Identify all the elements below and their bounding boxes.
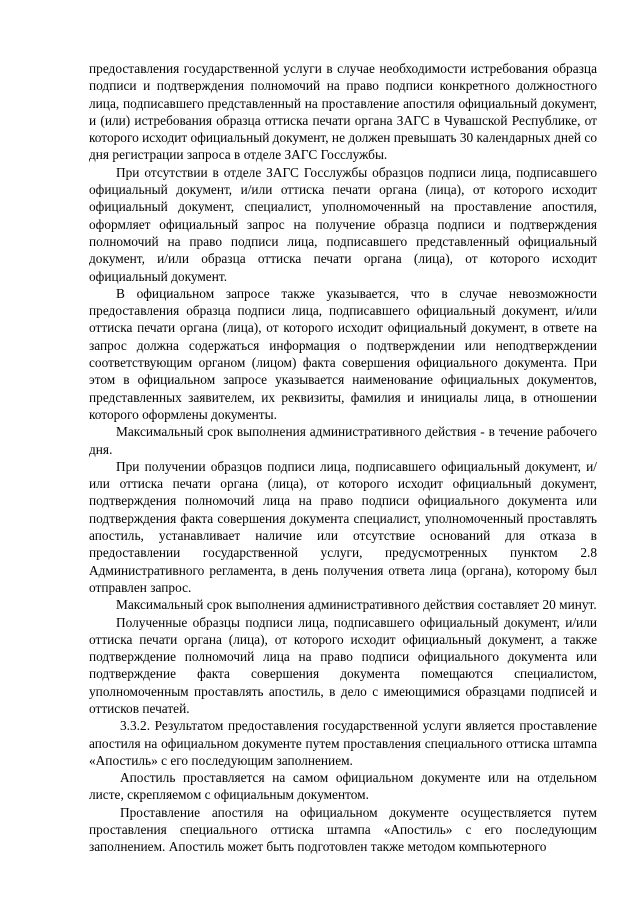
paragraph-2: При отсутствии в отделе ЗАГС Госслужбы образцов подписи лица, подписавшего официальный документ, и/или оттиска печати органа (лица), от которого исходит официальный документ, специалист, уполномоченный на проставление апостиля, оформляет официальный запрос на получение образца подписи и подтверждения полномочий на право подписи лица, подписавшего представленный официальный документ, и/или образца оттиска печати органа (лица), от которого исходит официальный документ. (89, 164, 597, 284)
paragraph-9: Апостиль проставляется на самом официальном документе или на отдельном листе, скрепляемом с официальным документом. (89, 770, 597, 803)
paragraph-7: Полученные образцы подписи лица, подписавшего официальный документ, и/или оттиска печати органа (лица), от которого исходит официальный документ, а также подтверждение полномочий лица на право подписи официального документа или подтверждение факта совершения документа помещаются специалистом, уполномоченным проставлять апостиль, в дело с имеющимися образцами подписей и оттисков печатей. (89, 614, 597, 716)
paragraph-8: 3.3.2. Результатом предоставления государственной услуги является проставление апостиля на официальном документе путем проставления специального оттиска штампа «Апостиль» с его последующим заполнением. (89, 718, 597, 768)
document-page (89, 60, 597, 856)
paragraph-10: Проставление апостиля на официальном документе осуществляется путем проставления специального оттиска штампа «Апостиль» с его последующим заполнением. Апостиль может быть подготовлен также методом компьютерного (89, 804, 597, 855)
paragraph-3: В официальном запросе также указывается, что в случае невозможности предоставления образца подписи лица, подписавшего официальный документ, и/или оттиска печати органа (лица), от которого исходит официальный документ, в ответе на запрос должна содержаться информация о подтверждении или неподтверждении соответствующим органом (лицом) факта совершения официального документа. При этом в официальном запросе указывается наименование официальных документов, представленных заявителем, их реквизиты, фамилия и инициалы лица, в отношении которого оформлены документы. (89, 285, 597, 422)
paragraph-5: При получении образцов подписи лица, подписавшего официальный документ, и/или оттиска печати органа (лица), от которого исходит официальный документ, подтверждения полномочий лица на право подписи официального документа или подтверждения факта совершения документа специалист, уполномоченный проставлять апостиль, устанавливает наличие или отсутствие оснований для отказа в предоставлении государственной услуги, предусмотренных пунктом 2.8 Административного регламента, в день получения ответа лица (органа), которому был отправлен запрос. (89, 458, 597, 595)
paragraph-4: Максимальный срок выполнения административного действия - в течение рабочего дня. (89, 424, 597, 457)
paragraph-1: предоставления государственной услуги в случае необходимости истребования образца подписи и подтверждения полномочий на право подписи конкретного должностного лица, подписавшего представленный на проставление апостиля официальный документ, и (или) истребования образца оттиска печати органа ЗАГС в Чувашской Республике, от которого исходит официальный документ, не должен превышать 30 календарных дней со дня регистрации запроса в отделе ЗАГС Госслужбы. (89, 61, 597, 163)
paragraph-6: Максимальный срок выполнения административного действия составляет 20 минут. (116, 597, 597, 613)
